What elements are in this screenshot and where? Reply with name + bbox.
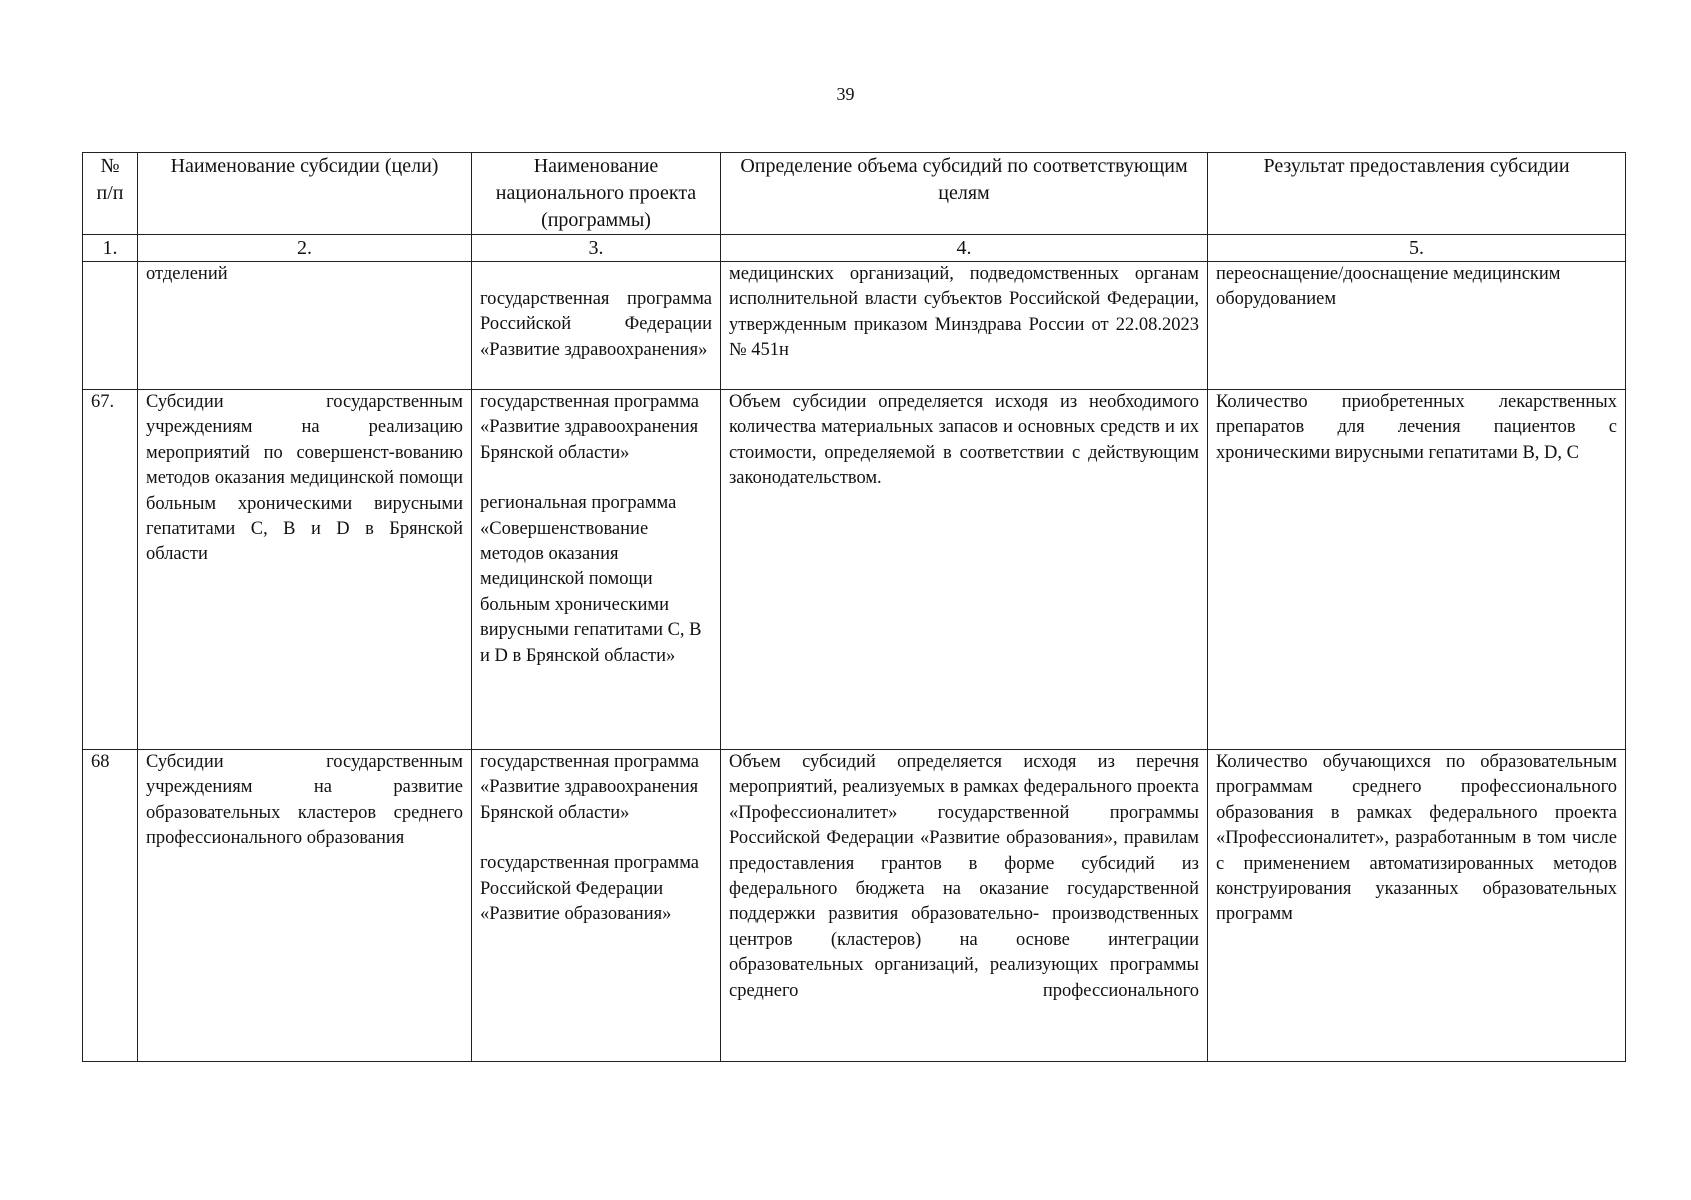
table-row bbox=[83, 262, 1626, 390]
header-num: № п/п bbox=[83, 153, 138, 235]
column-number: 4. bbox=[721, 235, 1208, 262]
subsidy-name: Субсидии государственным учреждениям на развитие образовательных кластеров среднего профессионального образования bbox=[138, 750, 472, 1062]
page-number: 39 bbox=[836, 84, 855, 104]
subsidy-table bbox=[82, 152, 1626, 1062]
subsidy-name: отделений bbox=[138, 262, 472, 390]
column-number: 1. bbox=[83, 235, 138, 262]
table-header-row bbox=[83, 153, 1626, 235]
volume-text: Объем субсидий определяется исходя из перечня мероприятий, реализуемых в рамках федерального проекта «Профессионалитет» государственной программы Российской Федерации «Развитие образования», правилам предоставления грантов в форме субсидий из федерального бюджета на оказание государственной поддержки развития образовательно- производственных центров (кластеров) на основе интеграции образовательных организаций, реализующих программы среднего профессионального bbox=[721, 750, 1208, 1062]
column-number: 3. bbox=[472, 235, 721, 262]
program-cell bbox=[472, 750, 721, 1062]
volume-text: медицинских организаций, подведомственных органам исполнительной власти субъектов Российской Федерации, утвержденным приказом Минздрава России от 22.08.2023 № 451н bbox=[721, 262, 1208, 390]
column-number: 5. bbox=[1208, 235, 1626, 262]
header-volume: Определение объема субсидий по соответствующим целям bbox=[721, 153, 1208, 235]
row-number bbox=[83, 262, 138, 390]
column-number-row bbox=[83, 235, 1626, 262]
row-number: 68 bbox=[83, 750, 138, 1062]
table-row bbox=[83, 750, 1626, 1062]
header-project-name: Наименование национального проекта (программы) bbox=[472, 153, 721, 235]
column-number: 2. bbox=[138, 235, 472, 262]
program-text: государственная программа Российской Федерации «Развитие здравоохранения» bbox=[480, 289, 712, 360]
program-blank bbox=[480, 262, 712, 287]
header-result: Результат предоставления субсидии bbox=[1208, 153, 1626, 235]
program-cell bbox=[472, 390, 721, 750]
row-number: 67. bbox=[83, 390, 138, 750]
table-row bbox=[83, 390, 1626, 750]
volume-text: Объем субсидии определяется исходя из необходимого количества материальных запасов и основных средств и их стоимости, определяемой в соответствии с действующим законодательством. bbox=[721, 390, 1208, 750]
program-text: региональная программа «Совершенствование методов оказания медицинской помощи больным хроническими вирусными гепатитами C, B и D в Брянской области» bbox=[480, 493, 702, 666]
result-text: Количество обучающихся по образовательным программам среднего профессионального образования в рамках федерального проекта «Профессионалитет», разработанным в том числе с применением автоматизированных методов конструирования указанных образовательных программ bbox=[1208, 750, 1626, 1062]
result-text: переоснащение/дооснащение медицинским оборудованием bbox=[1208, 262, 1626, 390]
program-text: государственная программа «Развитие здравоохранения Брянской области» bbox=[480, 752, 699, 823]
program-text: государственная программа «Развитие здравоохранения Брянской области» bbox=[480, 392, 699, 463]
subsidy-name: Субсидии государственным учреждениям на реализацию мероприятий по совершенст-вованию методов оказания медицинской помощи больным хроническими вирусными гепатитами C, B и D в Брянской области bbox=[138, 390, 472, 750]
result-text: Количество приобретенных лекарственных препаратов для лечения пациентов с хроническими вирусными гепатитами B, D, C bbox=[1208, 390, 1626, 750]
program-text: государственная программа Российской Федерации «Развитие образования» bbox=[480, 853, 699, 925]
program-cell bbox=[472, 262, 721, 390]
header-subsidy-name: Наименование субсидии (цели) bbox=[138, 153, 472, 235]
